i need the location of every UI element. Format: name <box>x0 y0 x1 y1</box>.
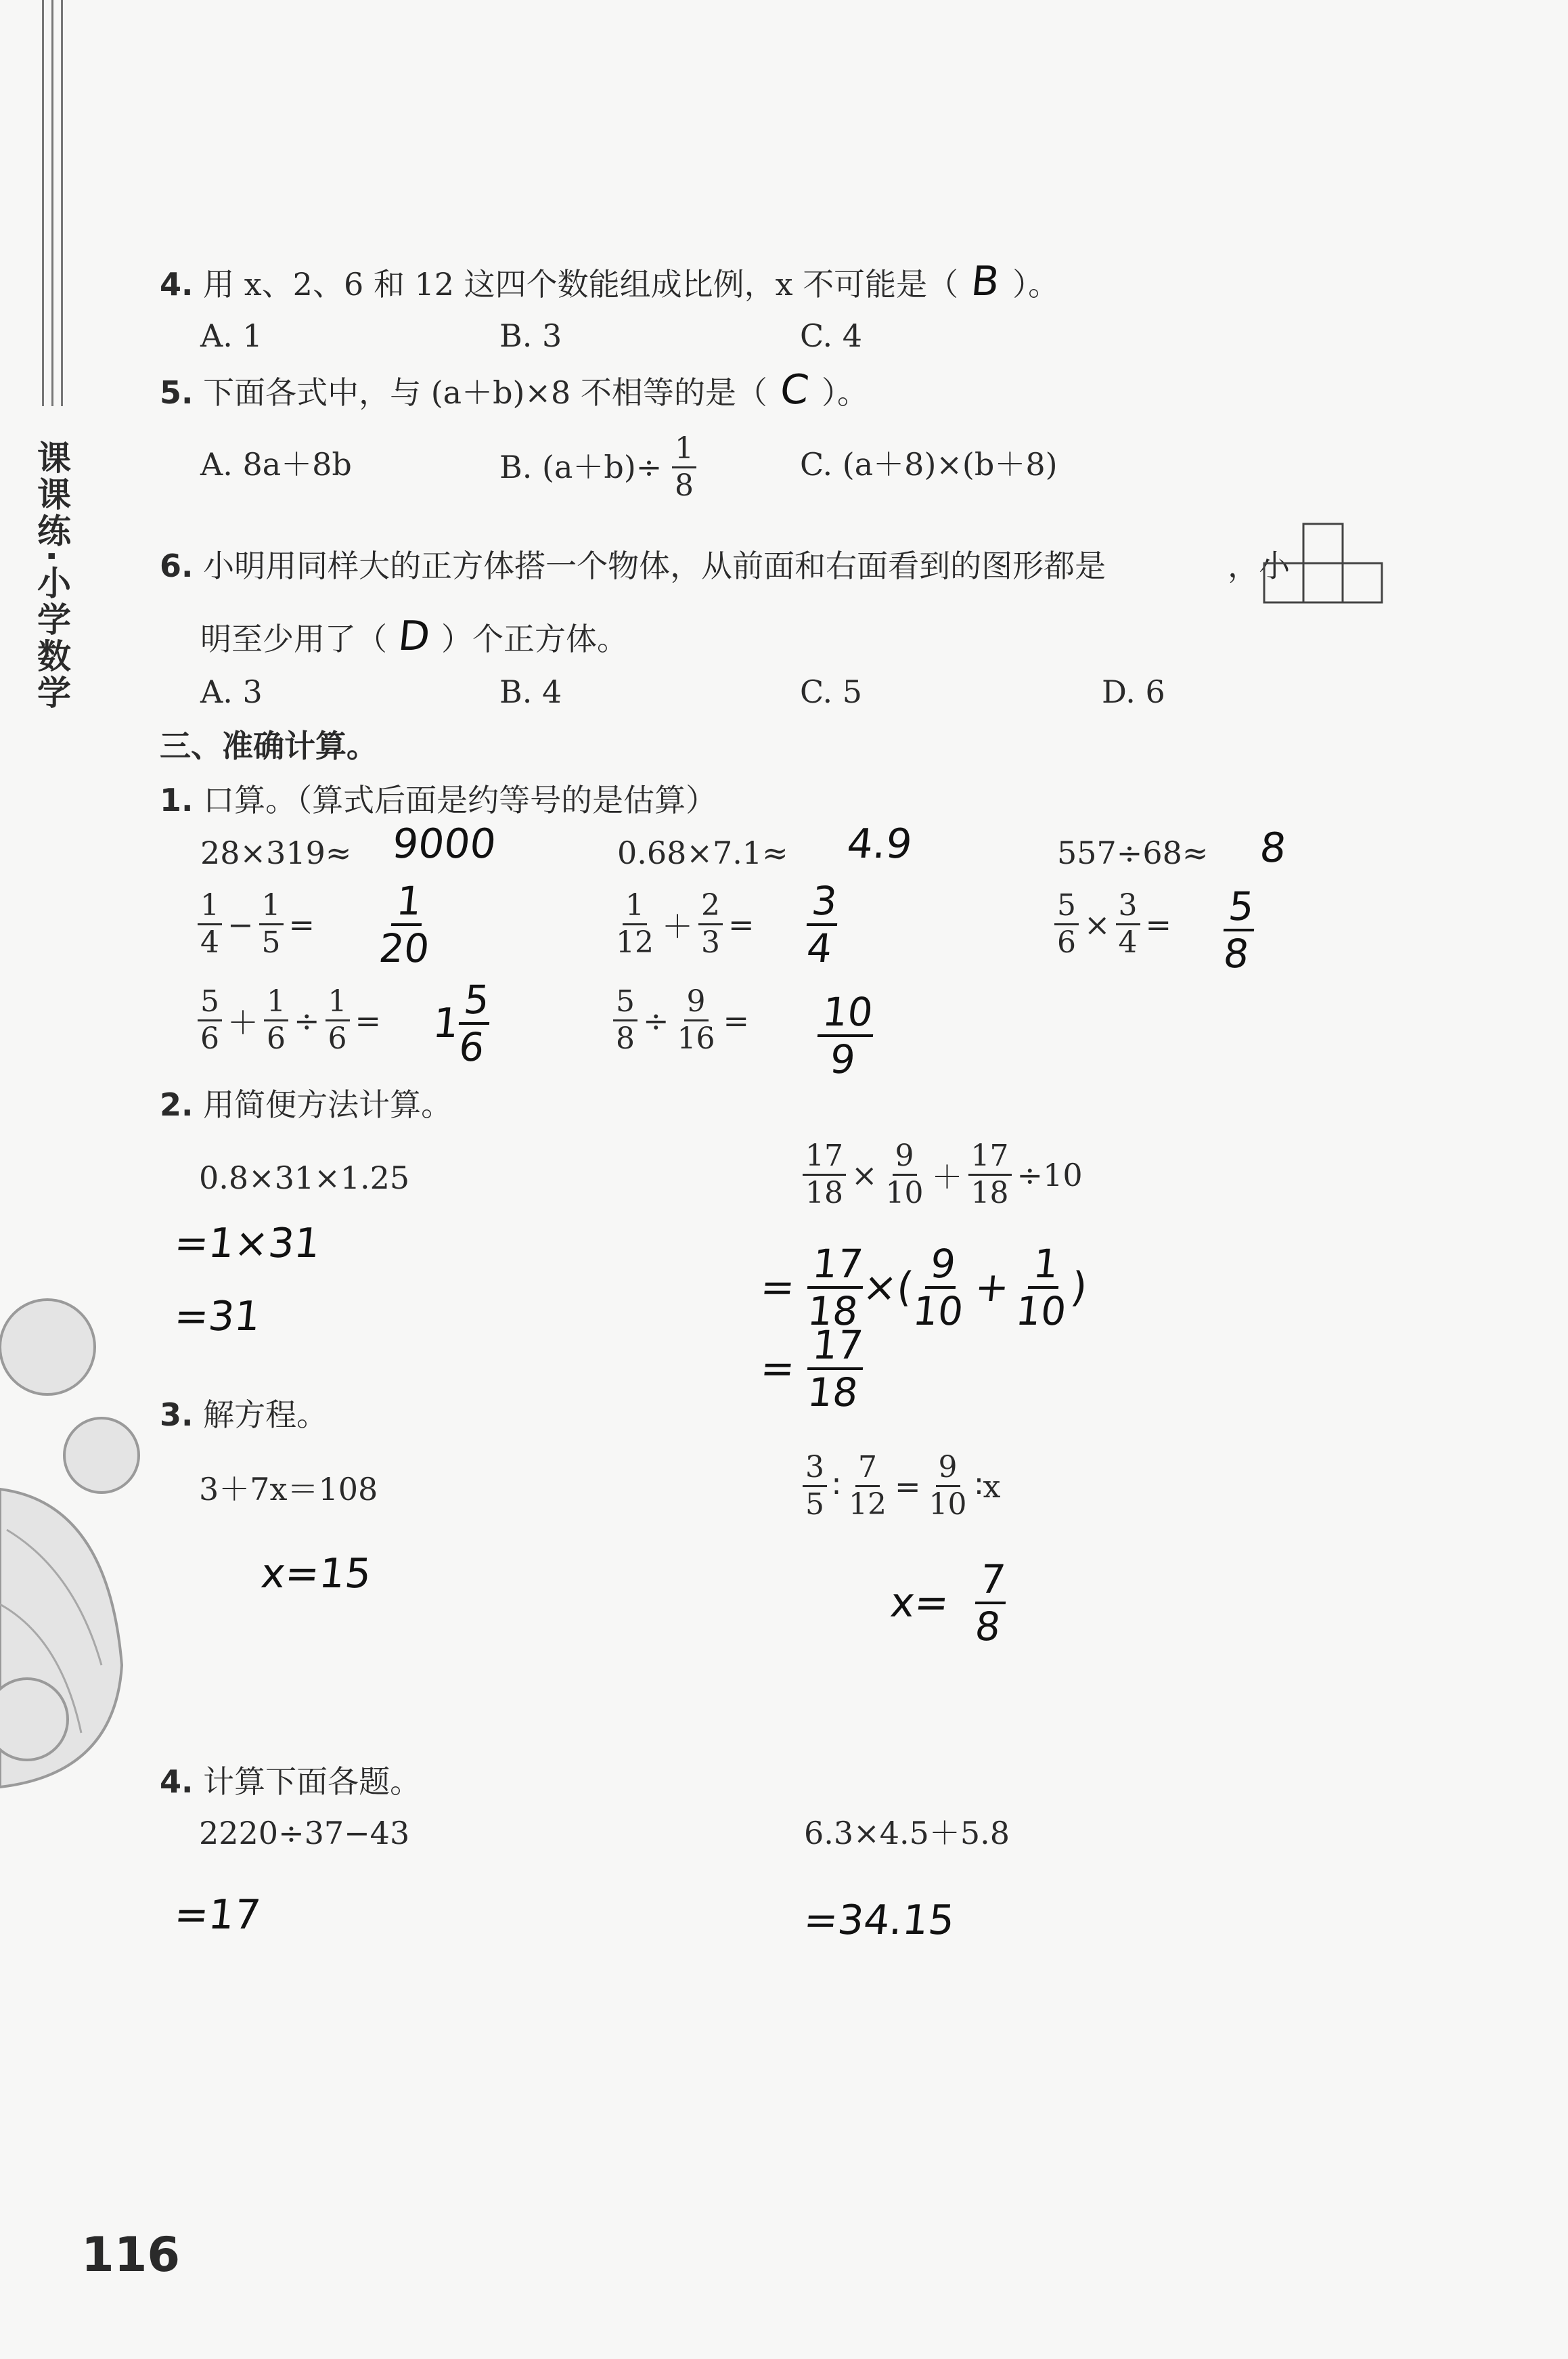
option-a: A. 3 <box>200 674 263 710</box>
question-stem: 用 x、2、6 和 12 这四个数能组成比例，x 不可能是（ <box>203 266 959 303</box>
question-4 <box>160 258 1060 305</box>
q3-title: 3. 解方程。 <box>160 1396 328 1433</box>
question-number: 4. <box>160 266 194 303</box>
q1-title: 1. 口算。（算式后面是约等号的是估算） <box>160 782 717 818</box>
oral-calc: 28×319≈ <box>200 835 352 871</box>
simplify-right-expr: $\frac{17}{18}$ × $\frac{9}{10}$ ＋ $\frac{17}{18}$ ÷10 <box>803 1139 1088 1211</box>
question-6 <box>160 547 1290 585</box>
question-stem: 小明用同样大的正方体搭一个物体，从前面和右面看到的图形都是 <box>203 548 1106 584</box>
equation-right: $\frac{3}{5}$ ∶ $\frac{7}{12}$ = $\frac{9}{10}$ ∶x <box>803 1450 1006 1522</box>
option-b: B. 4 <box>499 674 562 710</box>
oral-calc-fraction: $\frac{1}{12}$ ＋ $\frac{2}{3}$ = <box>616 888 755 960</box>
calc-right-expr: 6.3×4.5＋5.8 <box>804 1815 1010 1851</box>
oral-calc-answer: $\frac{3}{4}$ <box>802 879 842 971</box>
oral-calc-answer: 4.9 <box>845 820 915 868</box>
book-title-vertical: 课课练·小学数学 <box>32 440 71 711</box>
oral-calc-fraction: $\frac{5}{6}$ × $\frac{3}{4}$ = <box>1054 888 1177 961</box>
page-number: 116 <box>81 2227 181 2283</box>
simplify-right-work2: = $\frac{17}{18}$ <box>756 1323 868 1415</box>
calc-left-expr: 2220÷37−43 <box>199 1815 410 1851</box>
option-b-fraction: $\frac{1}{8}$ <box>672 431 696 504</box>
option-c: C. 4 <box>800 317 863 354</box>
calc-left-answer: =17 <box>172 1891 263 1939</box>
option-b: B. (a＋b)÷ $\frac{1}{8}$ <box>499 431 696 504</box>
answer-handwritten: C <box>778 366 811 414</box>
option-d: D. 6 <box>1102 674 1165 710</box>
question-stem: 下面各式中，与 (a＋b)×8 不相等的是（ <box>203 374 767 411</box>
answer-handwritten: D <box>396 613 432 660</box>
simplify-right-work1: = $\frac{17}{18}$ ×( $\frac{9}{10}$ + $\frac{1}{10}$ ) <box>758 1241 1090 1334</box>
section-title: 三、准确计算。 <box>160 728 378 764</box>
equation-right-solution: x= $\frac{7}{8}$ <box>886 1557 1010 1649</box>
calc-right-answer: =34.15 <box>801 1897 957 1944</box>
q4-title: 4. 计算下面各题。 <box>160 1763 422 1800</box>
binding-lines <box>42 0 72 406</box>
oral-calc: 0.68×7.1≈ <box>617 835 788 871</box>
question-number: 6. <box>160 548 194 584</box>
equation-left: 3＋7x＝108 <box>199 1471 378 1507</box>
simplify-left-expr: 0.8×31×1.25 <box>199 1160 410 1196</box>
equation-left-solution: x=15 <box>259 1550 374 1597</box>
option-a: A. 8a＋8b <box>200 446 352 483</box>
option-c: C. (a＋8)×(b＋8) <box>800 446 1058 483</box>
question-5 <box>160 366 868 414</box>
option-a: A. 1 <box>200 317 263 354</box>
oral-calc-answer: $\frac{10}{9}$ <box>813 990 878 1082</box>
oral-calc-answer: $\frac{1}{20}$ <box>376 878 432 971</box>
oral-calc-answer: 8 <box>1257 824 1289 872</box>
question-stem-tail: ，小 <box>1228 548 1291 584</box>
oral-calc-fraction: $\frac{5}{8}$ ÷ $\frac{9}{16}$ = <box>613 984 755 1057</box>
q2-title: 2. 用简便方法计算。 <box>160 1086 453 1123</box>
simplify-left-work1: =1×31 <box>172 1220 323 1267</box>
cartoon-globe-illustration <box>0 1286 142 1814</box>
question-stem-end: ）。 <box>821 374 868 411</box>
oral-calc-answer: 9000 <box>390 820 499 868</box>
oral-calc-answer: $\frac{5}{8}$ <box>1219 884 1259 976</box>
answer-handwritten: B <box>968 258 1002 305</box>
option-b: B. 3 <box>499 317 562 354</box>
question-6-line2: 明至少用了（ D ）个正方体。 <box>200 613 628 660</box>
option-c: C. 5 <box>800 674 863 710</box>
simplify-left-work2: =31 <box>172 1293 263 1340</box>
oral-calc-answer: 1 $\frac{5}{6}$ <box>428 977 494 1070</box>
oral-calc-fraction: $\frac{1}{4}$ − $\frac{1}{5}$ = <box>198 888 320 961</box>
oral-calc: 557÷68≈ <box>1057 835 1209 871</box>
question-stem-end: ）。 <box>1012 266 1060 303</box>
oral-calc-fraction: $\frac{5}{6}$ ＋ $\frac{1}{6}$ ÷ $\frac{1}{6}$ = <box>198 984 386 1057</box>
cube-view-figure <box>1263 523 1385 605</box>
question-number: 5. <box>160 374 194 411</box>
